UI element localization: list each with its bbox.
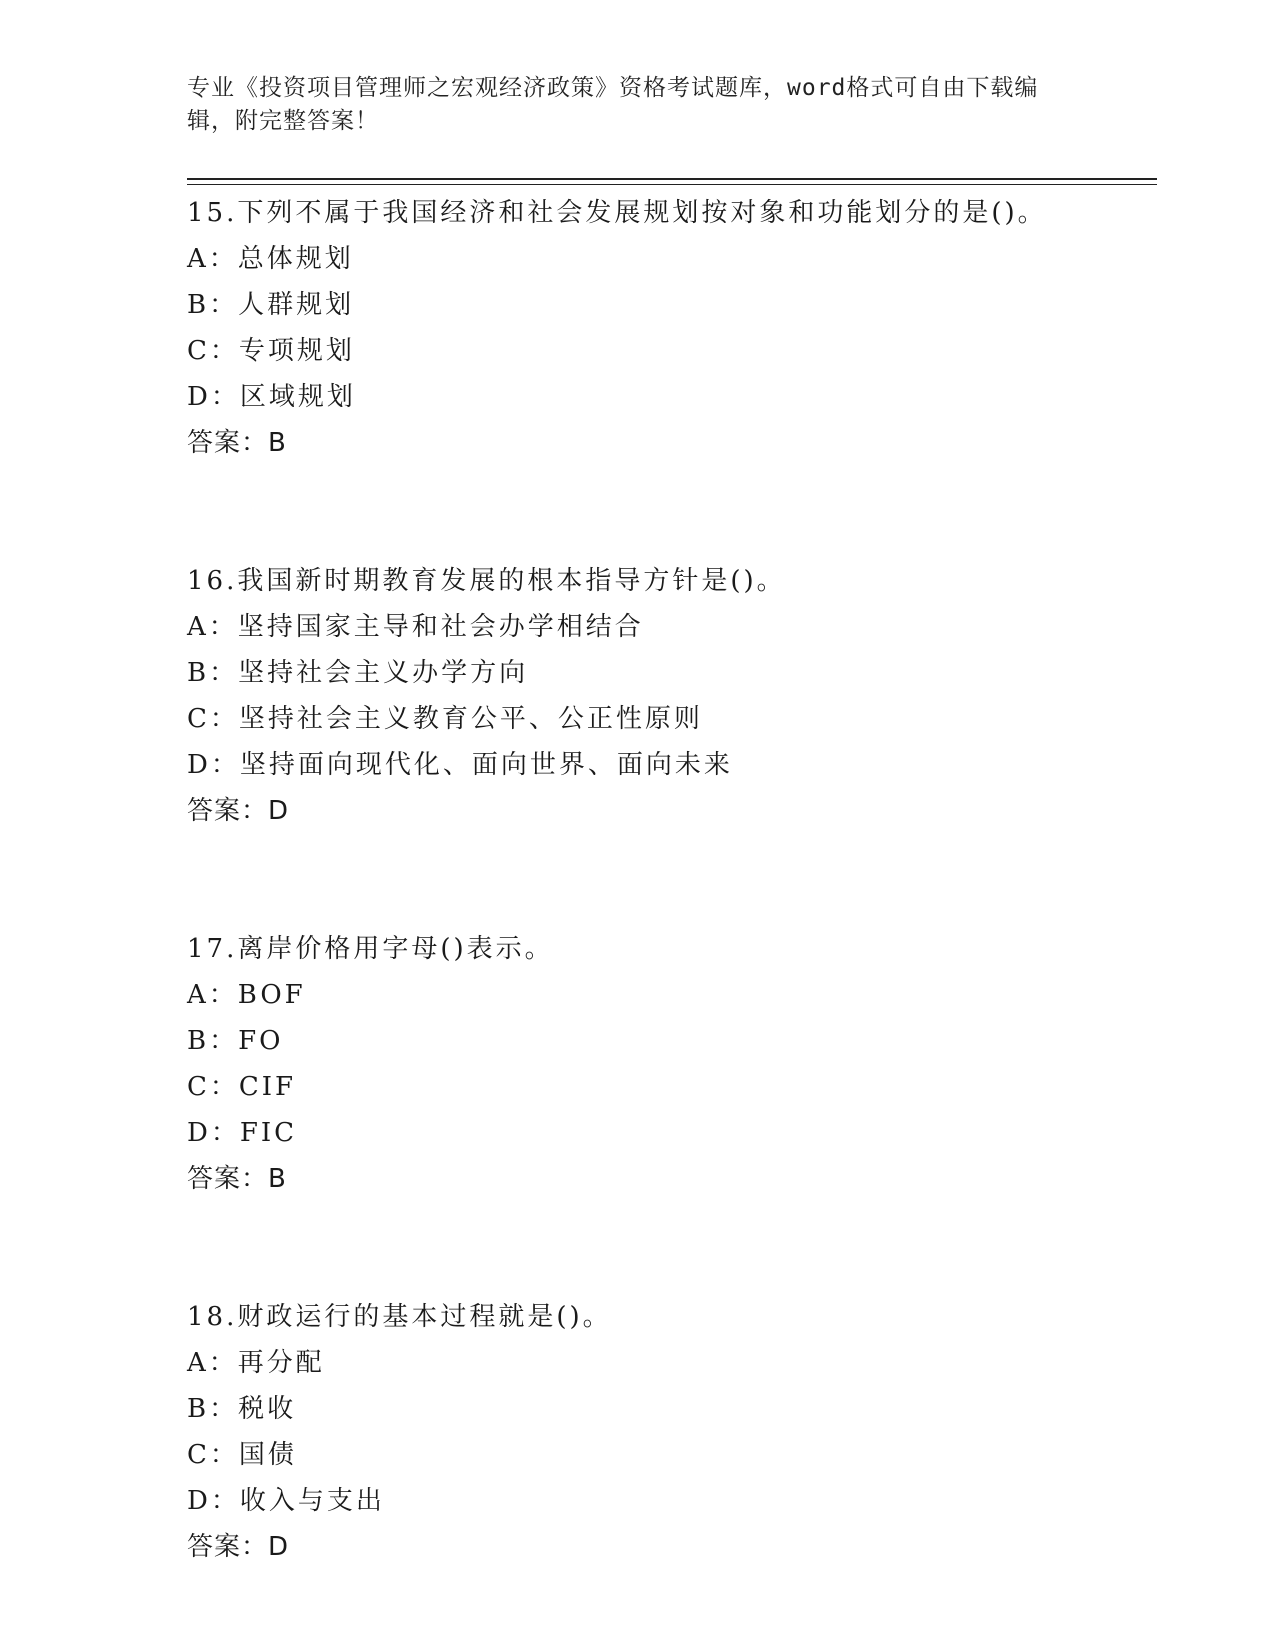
option-c: C：坚持社会主义教育公平、公正性原则 — [187, 704, 703, 734]
question-list — [187, 190, 1157, 1570]
option-a: A：坚持国家主导和社会办学相结合 — [187, 612, 644, 642]
answer-line: 答案：D — [187, 1532, 290, 1562]
question-18 — [187, 1294, 1157, 1570]
question-stem: 16.我国新时期教育发展的根本指导方针是()。 — [187, 566, 786, 596]
document-header: 专业《投资项目管理师之宏观经济政策》资格考试题库，word格式可自由下载编辑，附完整答案！ — [187, 75, 1039, 134]
option-c: C：CIF — [187, 1072, 297, 1102]
option-d: D：FIC — [187, 1118, 298, 1148]
option-a: A：总体规划 — [187, 244, 354, 274]
option-a: A：BOF — [187, 980, 306, 1010]
option-c: C：专项规划 — [187, 336, 355, 366]
header-divider-top — [187, 178, 1157, 180]
question-17 — [187, 926, 1157, 1202]
option-b: B：坚持社会主义办学方向 — [187, 658, 529, 688]
question-15 — [187, 190, 1157, 466]
question-spacer — [187, 466, 1157, 558]
question-stem: 17.离岸价格用字母()表示。 — [187, 934, 554, 964]
question-spacer — [187, 834, 1157, 926]
option-b: B：人群规划 — [187, 290, 355, 320]
header-divider-bottom — [187, 184, 1157, 185]
answer-line: 答案：B — [187, 1164, 287, 1194]
option-a: A：再分配 — [187, 1348, 325, 1378]
option-d: D：区域规划 — [187, 382, 356, 412]
question-16 — [187, 558, 1157, 834]
answer-line: 答案：D — [187, 796, 290, 826]
question-stem: 15.下列不属于我国经济和社会发展规划按对象和功能划分的是()。 — [187, 198, 1047, 228]
option-b: B：税收 — [187, 1394, 297, 1424]
option-d: D：收入与支出 — [187, 1486, 385, 1516]
answer-line: 答案：B — [187, 428, 287, 458]
question-stem: 18.财政运行的基本过程就是()。 — [187, 1302, 612, 1332]
option-d: D：坚持面向现代化、面向世界、面向未来 — [187, 750, 733, 780]
question-spacer — [187, 1202, 1157, 1294]
option-b: B：FO — [187, 1026, 284, 1056]
option-c: C：国债 — [187, 1440, 297, 1470]
